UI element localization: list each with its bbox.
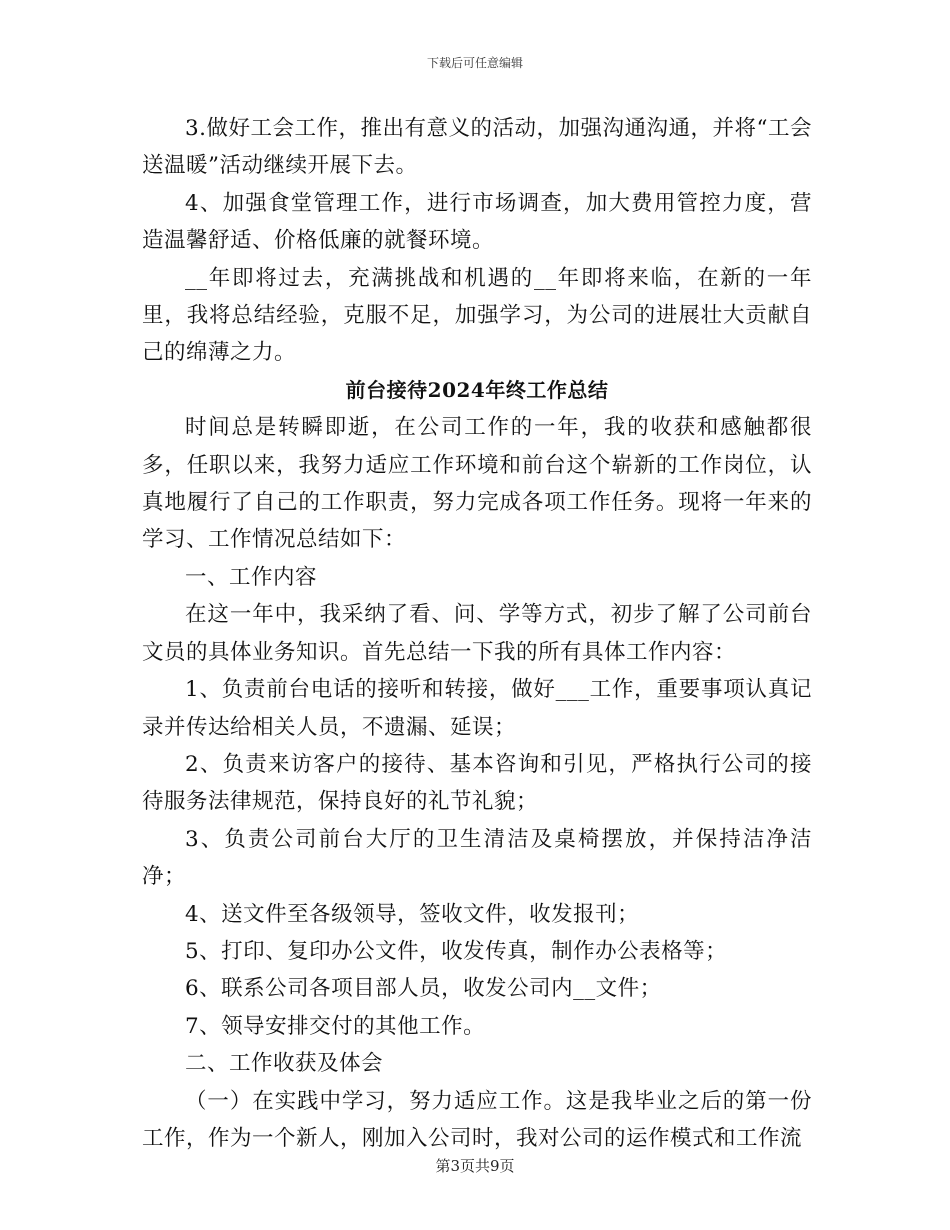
list-item: 6、联系公司各项目部人员，收发公司内__文件； [185,976,662,1002]
document-body [142,110,812,1157]
section-heading: 二、工作收获及体会 [185,1051,384,1077]
paragraph: 4、加强食堂管理工作，进行市场调查，加大费用管控力度，营造温馨舒适、价格低廉的就餐环境。 [142,190,812,254]
list-item: 4、送文件至各级领导，签收文件，收发报刊； [185,901,640,927]
paragraph: 3.做好工会工作，推出有意义的活动，加强沟通沟通，并将“工会送温暖”活动继续开展下去。 [142,116,813,179]
paragraph: 时间总是转瞬即逝，在公司工作的一年，我的收获和感触都很多，任职以来，我努力适应工作环境和前台这个崭新的工作岗位，认真地履行了自己的工作职责，努力完成各项工作任务。现将一年来的学习、工作情况总结如下： [142,415,812,553]
list-item: 5、打印、复印办公文件，收发传真，制作办公表格等； [185,938,728,964]
list-item: 2、负责来访客户的接待、基本咨询和引见，严格执行公司的接待服务法律规范，保持良好的礼节礼貌； [142,751,812,815]
page-header-note: 下载后可任意编辑 [426,56,523,70]
list-item: 1、负责前台电话的接听和转接，做好___工作，重要事项认真记录并传达给相关人员，不遗漏、延误； [142,677,812,740]
section-heading: 一、工作内容 [185,564,318,590]
page-number: 第3页共9页 [435,1157,515,1175]
list-item: 7、领导安排交付的其他工作。 [185,1013,486,1039]
paragraph: __年即将过去，充满挑战和机遇的__年即将来临，在新的一年里，我将总结经验，克服不足，加强学习，为公司的进展壮大贡献自己的绵薄之力。 [142,265,812,366]
paragraph: （一）在实践中学习，努力适应工作。这是我毕业之后的第一份工作，作为一个新人，刚加入公司时，我对公司的运作模式和工作流 [142,1088,812,1151]
list-item: 3、负责公司前台大厅的卫生清洁及桌椅摆放，并保持洁净洁净； [142,826,812,890]
paragraph: 在这一年中，我采纳了看、问、学等方式，初步了解了公司前台文员的具体业务知识。首先总结一下我的所有具体工作内容： [142,602,812,665]
section-title: 前台接待2024年终工作总结 [345,377,609,402]
